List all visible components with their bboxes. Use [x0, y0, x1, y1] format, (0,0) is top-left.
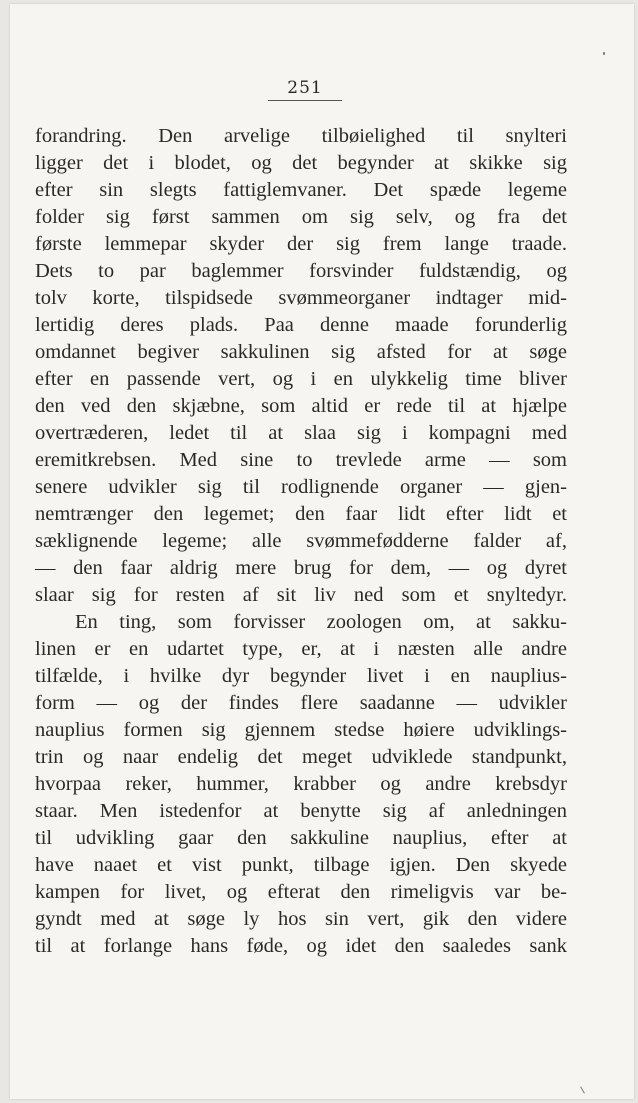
- text-line: En ting, som forvisser zoologen om, at sakku-: [75, 611, 567, 633]
- text-line: staar. Men istedenfor at benytte sig af anledningen: [35, 800, 567, 822]
- text-line: sæklignende legeme; alle svømmefødderne falder af,: [35, 530, 567, 552]
- text-line: gyndt med at søge ly hos sin vert, gik den videre: [35, 908, 567, 930]
- text-line: ligger det i blodet, og det begynder at skikke sig: [35, 152, 567, 174]
- page-number: 251: [268, 78, 342, 101]
- text-line: efter sin slegts fattiglemvaner. Det spæde legeme: [35, 179, 567, 201]
- body-text: [35, 123, 567, 960]
- book-page: [10, 4, 634, 1099]
- text-line: til udvikling gaar den sakkuline nauplius, efter at: [35, 827, 567, 849]
- text-line: eremitkrebsen. Med sine to trevlede arme — som: [35, 449, 567, 471]
- text-line: efter en passende vert, og i en ulykkelig time bliver: [35, 368, 567, 390]
- text-line: nauplius formen sig gjennem stedse høiere udviklings-: [35, 719, 567, 741]
- text-line: første lemmepar skyder der sig frem lange traade.: [35, 233, 567, 255]
- text-line: til at forlange hans føde, og idet den saaledes sank: [35, 935, 567, 957]
- text-line: trin og naar endelig det meget udviklede standpunkt,: [35, 746, 567, 768]
- text-line: tilfælde, i hvilke dyr begynder livet i en nauplius-: [35, 665, 567, 687]
- text-line: den ved den skjæbne, som altid er rede til at hjælpe: [35, 395, 567, 417]
- text-line: nemtrænger den legemet; den faar lidt efter lidt et: [35, 503, 567, 525]
- text-line: form — og der findes flere saadanne — udvikler: [35, 692, 567, 714]
- text-line: slaar sig for resten af sit liv ned som et snyltedyr.: [35, 584, 567, 606]
- paper-speck: [580, 1086, 585, 1093]
- text-line: Dets to par baglemmer forsvinder fuldstændig, og: [35, 260, 567, 282]
- text-line: tolv korte, tilspidsede svømmeorganer indtager mid-: [35, 287, 567, 309]
- paper-speck: [603, 52, 605, 55]
- text-line: linen er en udartet type, er, at i næsten alle andre: [35, 638, 567, 660]
- text-line: kampen for livet, og efterat den rimeligvis var be-: [35, 881, 567, 903]
- text-line: folder sig først sammen om sig selv, og fra det: [35, 206, 567, 228]
- text-line: — den faar aldrig mere brug for dem, — og dyret: [35, 557, 567, 579]
- text-line: forandring. Den arvelige tilbøielighed til snylteri: [35, 125, 567, 147]
- text-line: omdannet begiver sakkulinen sig afsted for at søge: [35, 341, 567, 363]
- text-line: lertidig deres plads. Paa denne maade forunderlig: [35, 314, 567, 336]
- text-line: senere udvikler sig til rodlignende organer — gjen-: [35, 476, 567, 498]
- text-line: have naaet et vist punkt, tilbage igjen. Den skyede: [35, 854, 567, 876]
- text-line: hvorpaa reker, hummer, krabber og andre krebsdyr: [35, 773, 567, 795]
- text-line: overtræderen, ledet til at slaa sig i kompagni med: [35, 422, 567, 444]
